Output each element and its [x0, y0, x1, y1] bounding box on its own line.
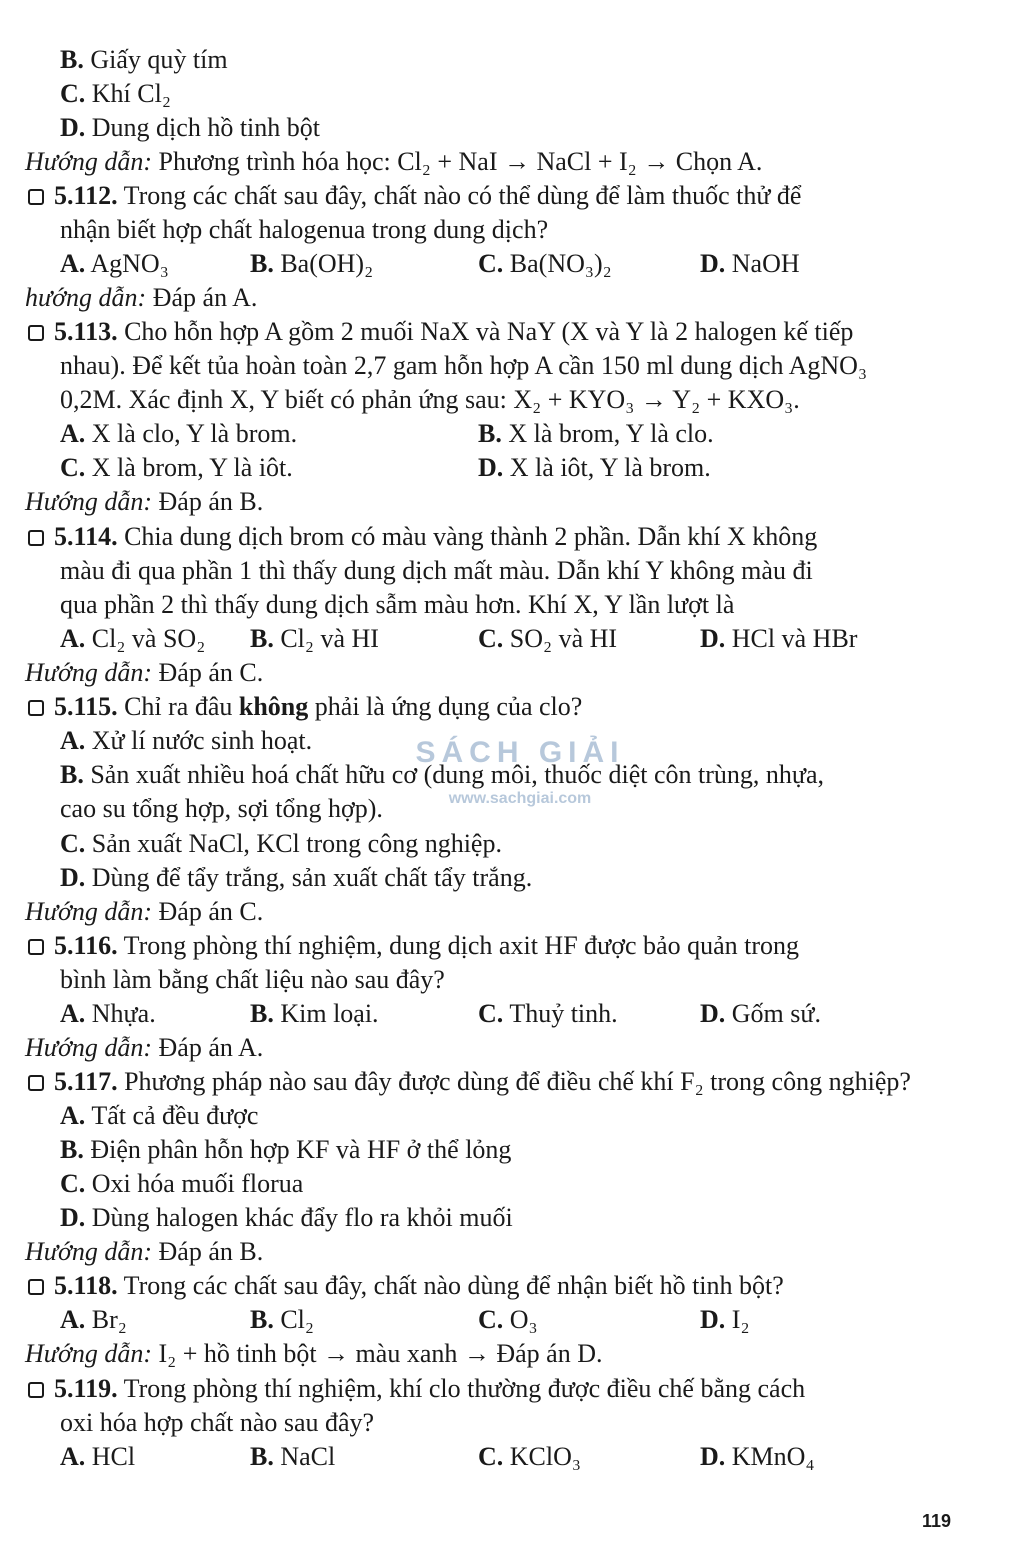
- q114-option-c: C. SO₂ và HI: [478, 624, 618, 653]
- page-number: 119: [922, 1511, 952, 1531]
- q118-hint: Hướng dẫn: I₂ + hồ tinh bột → màu xanh → Đáp án D.: [25, 1339, 603, 1368]
- q117-option-d: D. Dùng halogen khác đẩy flo ra khỏi muối: [60, 1203, 513, 1232]
- q114-option-b: B. Cl₂ và HI: [250, 624, 379, 653]
- q116-option-c: C. Thuỷ tinh.: [478, 999, 618, 1028]
- top-option-d: D. Dung dịch hồ tinh bột: [60, 113, 320, 142]
- checkbox-icon: [28, 1279, 44, 1295]
- checkbox-icon: [28, 1382, 44, 1398]
- q117-option-a: A. Tất cả đều được: [60, 1101, 259, 1130]
- q116-stem-2: bình làm bằng chất liệu nào sau đây?: [60, 965, 445, 994]
- watermark-title: SÁCH GIẢI: [415, 736, 625, 769]
- q116-stem: 5.116. Trong phòng thí nghiệm, dung dịch axit HF được bảo quản trong: [28, 931, 799, 961]
- q116-hint: Hướng dẫn: Đáp án A.: [25, 1033, 264, 1062]
- q114-hint: Hướng dẫn: Đáp án C.: [25, 658, 264, 687]
- q115-stem: 5.115. Chỉ ra đâu không phải là ứng dụng của clo?: [28, 692, 582, 722]
- q112-option-c: C. Ba(NO₃)₂: [478, 249, 612, 278]
- checkbox-icon: [28, 189, 44, 205]
- q113-option-a: A. X là clo, Y là brom.: [60, 419, 298, 448]
- q115-option-a: A. Xử lí nước sinh hoạt.: [60, 726, 313, 755]
- q112-stem-2: nhận biết hợp chất halogenua trong dung dịch?: [60, 215, 549, 244]
- top-option-b: B. Giấy quỳ tím: [60, 45, 228, 74]
- q119-option-d: D. KMnO₄: [700, 1442, 815, 1471]
- watermark-url: www.sachgiai.com: [448, 790, 592, 807]
- checkbox-icon: [28, 530, 44, 546]
- q112-option-b: B. Ba(OH)₂: [250, 249, 374, 278]
- q115-option-d: D. Dùng để tẩy trắng, sản xuất chất tẩy trắng.: [60, 863, 533, 892]
- q119-option-c: C. KClO₃: [478, 1442, 581, 1471]
- q116-option-d: D. Gốm sứ.: [700, 999, 821, 1028]
- q119-option-a: A. HCl: [60, 1442, 136, 1471]
- q113-option-b: B. X là brom, Y là clo.: [478, 419, 714, 448]
- q114-option-d: D. HCl và HBr: [700, 624, 858, 653]
- checkbox-icon: [28, 325, 44, 341]
- q118-stem: 5.118. Trong các chất sau đây, chất nào dùng để nhận biết hồ tinh bột?: [28, 1271, 784, 1301]
- checkbox-icon: [28, 1075, 44, 1091]
- q113-option-d: D. X là iôt, Y là brom.: [478, 453, 711, 482]
- q112-hint: hướng dẫn: Đáp án A.: [25, 283, 258, 312]
- q112-option-a: A. AgNO₃: [60, 249, 169, 278]
- q113-stem-3: 0,2M. Xác định X, Y biết có phản ứng sau: X₂ + KYO₃ → Y₂ + KXO₃.: [60, 385, 800, 414]
- q117-option-c: C. Oxi hóa muối florua: [60, 1169, 304, 1198]
- q114-stem-2: màu đi qua phần 1 thì thấy dung dịch mất màu. Dẫn khí Y không màu đi: [60, 556, 813, 585]
- q119-option-b: B. NaCl: [250, 1442, 336, 1471]
- q114-stem: 5.114. Chia dung dịch brom có màu vàng thành 2 phần. Dẫn khí X không: [28, 522, 817, 552]
- q113-hint: Hướng dẫn: Đáp án B.: [25, 487, 264, 516]
- q115-option-b: B. Sản xuất nhiều hoá chất hữu cơ (dung môi, thuốc diệt côn trùng, nhựa,: [60, 760, 825, 789]
- checkbox-icon: [28, 939, 44, 955]
- q113-stem-2: nhau). Để kết tủa hoàn toàn 2,7 gam hỗn hợp A cần 150 ml dung dịch AgNO₃: [60, 351, 868, 380]
- q118-option-c: C. O₃: [478, 1305, 538, 1334]
- q118-option-d: D. I₂: [700, 1305, 750, 1334]
- q113-stem: 5.113. Cho hỗn hợp A gồm 2 muối NaX và NaY (X và Y là 2 halogen kế tiếp: [28, 317, 853, 347]
- q117-option-b: B. Điện phân hỗn hợp KF và HF ở thể lỏng: [60, 1135, 512, 1164]
- q115-option-b-2: cao su tổng hợp, sợi tổng hợp).: [60, 794, 383, 823]
- top-option-c: C. Khí Cl₂: [60, 79, 171, 108]
- q119-stem: 5.119. Trong phòng thí nghiệm, khí clo thường được điều chế bằng cách: [28, 1374, 805, 1404]
- q115-hint: Hướng dẫn: Đáp án C.: [25, 897, 264, 926]
- q118-option-a: A. Br₂: [60, 1305, 127, 1334]
- q118-option-b: B. Cl₂: [250, 1305, 314, 1334]
- q114-option-a: A. Cl₂ và SO₂: [60, 624, 206, 653]
- q117-stem: 5.117. Phương pháp nào sau đây được dùng để điều chế khí F₂ trong công nghiệp?: [28, 1067, 911, 1097]
- checkbox-icon: [28, 700, 44, 716]
- q112-stem: 5.112. Trong các chất sau đây, chất nào có thể dùng để làm thuốc thử để: [28, 181, 801, 211]
- q113-option-c: C. X là brom, Y là iôt.: [60, 453, 293, 482]
- top-hint: Hướng dẫn: Phương trình hóa học: Cl₂ + NaI → NaCl + I₂ → Chọn A.: [25, 147, 763, 176]
- q115-option-c: C. Sản xuất NaCl, KCl trong công nghiệp.: [60, 829, 502, 858]
- q116-option-a: A. Nhựa.: [60, 999, 156, 1028]
- q116-option-b: B. Kim loại.: [250, 999, 379, 1028]
- q117-hint: Hướng dẫn: Đáp án B.: [25, 1237, 264, 1266]
- q114-stem-3: qua phần 2 thì thấy dung dịch sẫm màu hơn. Khí X, Y lần lượt là: [60, 590, 735, 619]
- q119-stem-2: oxi hóa hợp chất nào sau đây?: [60, 1408, 375, 1437]
- q112-option-d: D. NaOH: [700, 249, 800, 278]
